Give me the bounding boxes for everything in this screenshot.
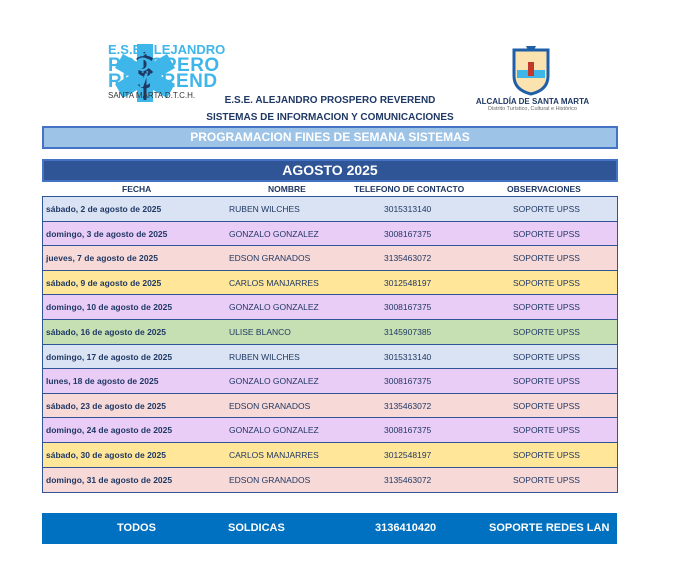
- table-row: [43, 246, 617, 271]
- cell-tel: 3145907385: [384, 326, 432, 337]
- cell-tel: 3135463072: [384, 253, 432, 264]
- cell-fecha: domingo, 31 de agosto de 2025: [46, 474, 173, 485]
- cell-nombre: RUBEN WILCHES: [229, 204, 300, 214]
- footer-row: [42, 513, 617, 544]
- cell-nombre: RUBEN WILCHES: [229, 351, 300, 362]
- cell-obs: SOPORTE UPSS: [513, 228, 580, 239]
- table-header: [42, 183, 618, 195]
- cell-tel: 3008167375: [384, 228, 432, 239]
- schedule-banner: PROGRAMACION FINES DE SEMANA SISTEMAS: [42, 126, 618, 149]
- cell-nombre: EDSON GRANADOS: [229, 400, 311, 411]
- col-observaciones: OBSERVACIONES: [507, 184, 581, 194]
- cell-tel: 3008167375: [384, 376, 432, 387]
- cell-obs: SOPORTE UPSS: [513, 302, 580, 313]
- alcaldia-subtitle: Distrito Turístico, Cultural e Histórico: [488, 106, 577, 112]
- footer-nombre: SOLDICAS: [228, 522, 285, 534]
- cell-fecha: domingo, 17 de agosto de 2025: [46, 351, 173, 362]
- cell-nombre: GONZALO GONZALEZ: [229, 425, 319, 436]
- cell-nombre: ULISE BLANCO: [229, 326, 291, 337]
- cell-nombre: CARLOS MANJARRES: [229, 277, 319, 288]
- cell-fecha: sábado, 30 de agosto de 2025: [46, 449, 166, 460]
- cell-fecha: domingo, 10 de agosto de 2025: [46, 302, 173, 313]
- table-row: [43, 320, 617, 345]
- cell-fecha: sábado, 9 de agosto de 2025: [46, 277, 162, 288]
- cell-nombre: CARLOS MANJARRES: [229, 449, 319, 460]
- table-row: [43, 345, 617, 370]
- cell-nombre: EDSON GRANADOS: [229, 474, 311, 485]
- cell-nombre: GONZALO GONZALEZ: [229, 302, 319, 313]
- cell-nombre: EDSON GRANADOS: [229, 253, 311, 264]
- table-row: [43, 394, 617, 419]
- cell-tel: 3008167375: [384, 425, 432, 436]
- cell-tel: 3015313140: [384, 351, 432, 362]
- table-row: [43, 222, 617, 247]
- cell-obs: SOPORTE UPSS: [513, 474, 580, 485]
- col-fecha: FECHA: [122, 184, 152, 194]
- col-nombre: NOMBRE: [268, 184, 306, 194]
- table-row: [43, 197, 617, 222]
- col-telefono: TELEFONO DE CONTACTO: [354, 184, 465, 194]
- logo-subtitle: SANTA MARTA D.T.C.H.: [108, 91, 196, 100]
- logo-line2: PRÓSPERO: [108, 55, 220, 76]
- cell-fecha: sábado, 2 de agosto de 2025: [46, 204, 162, 214]
- table-row: [43, 418, 617, 443]
- month-header: AGOSTO 2025: [42, 159, 618, 182]
- cell-fecha: sábado, 16 de agosto de 2025: [46, 326, 166, 337]
- cell-nombre: GONZALO GONZALEZ: [229, 376, 319, 387]
- city-crest-icon: [508, 44, 554, 96]
- cell-obs: SOPORTE UPSS: [513, 253, 580, 264]
- hospital-logo-text: [108, 42, 225, 90]
- cell-fecha: lunes, 18 de agosto de 2025: [46, 376, 159, 387]
- logo-line3: REVEREND: [108, 71, 218, 92]
- table-row: [43, 271, 617, 296]
- cell-fecha: domingo, 24 de agosto de 2025: [46, 425, 173, 436]
- footer-telefono: 3136410420: [375, 522, 437, 534]
- schedule-table: [42, 196, 618, 493]
- cell-tel: 3135463072: [384, 400, 432, 411]
- cell-obs: SOPORTE UPSS: [513, 277, 580, 288]
- cell-obs: SOPORTE UPSS: [513, 376, 580, 387]
- document-title: E.S.E. ALEJANDRO PROSPERO REVEREND: [224, 95, 436, 106]
- footer-fecha: TODOS: [117, 522, 156, 534]
- table-row: [43, 443, 617, 468]
- alcaldia-name: ALCALDÍA DE SANTA MARTA: [475, 97, 590, 106]
- cell-tel: 3015313140: [384, 204, 432, 214]
- cell-tel: 3135463072: [384, 474, 432, 485]
- document-subtitle: SISTEMAS DE INFORMACION Y COMUNICACIONES: [206, 112, 454, 123]
- cell-obs: SOPORTE UPSS: [513, 449, 580, 460]
- cell-tel: 3012548197: [384, 277, 432, 288]
- cell-obs: SOPORTE UPSS: [513, 425, 580, 436]
- table-row: [43, 295, 617, 320]
- cell-tel: 3008167375: [384, 302, 432, 313]
- logo-line1: E.S.E ALEJANDRO: [108, 42, 226, 57]
- footer-observaciones: SOPORTE REDES LAN: [489, 522, 610, 534]
- cell-tel: 3012548197: [384, 449, 432, 460]
- table-row: [43, 369, 617, 394]
- cell-fecha: jueves, 7 de agosto de 2025: [46, 253, 158, 264]
- cell-obs: SOPORTE UPSS: [513, 326, 580, 337]
- cell-obs: SOPORTE UPSS: [513, 204, 580, 214]
- cell-fecha: domingo, 3 de agosto de 2025: [46, 228, 168, 239]
- cell-obs: SOPORTE UPSS: [513, 400, 580, 411]
- cell-fecha: sábado, 23 de agosto de 2025: [46, 400, 166, 411]
- cell-nombre: GONZALO GONZALEZ: [229, 228, 319, 239]
- table-row: [43, 468, 617, 493]
- cell-obs: SOPORTE UPSS: [513, 351, 580, 362]
